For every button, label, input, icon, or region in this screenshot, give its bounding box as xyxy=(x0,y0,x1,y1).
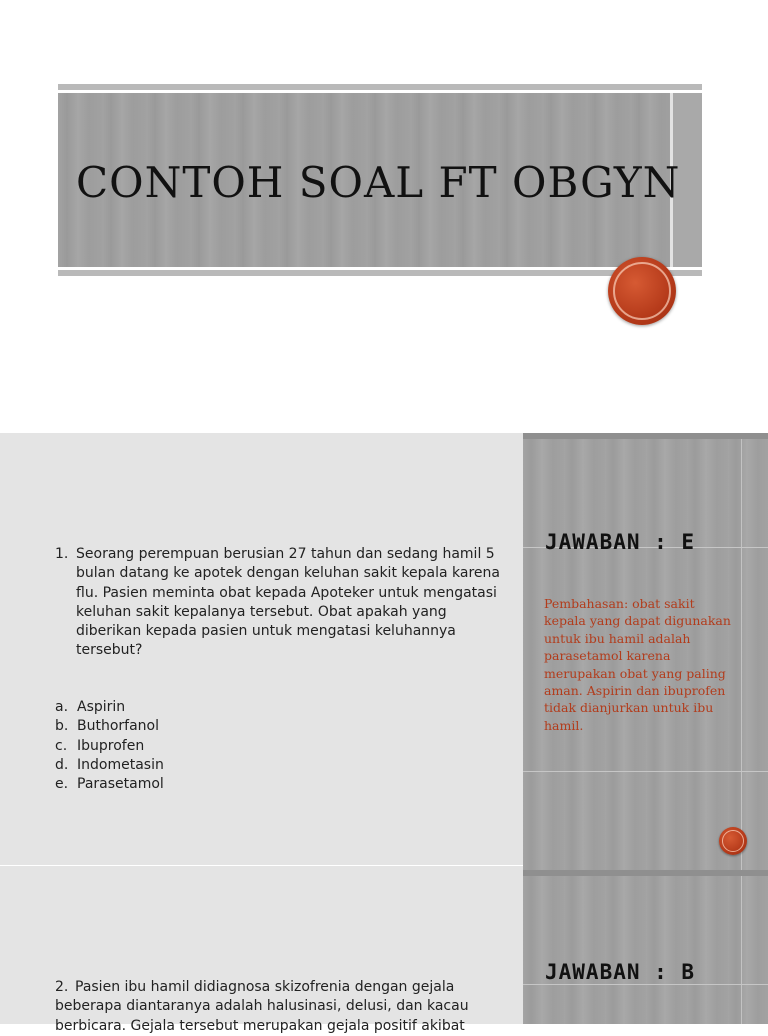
answer-explanation: Pembahasan: obat sakit kepala yang dapat digunakan untuk ibu hamil adalah parasetamol karena merupakan obat yang paling aman. Aspirin dan ibuprofen tidak dianjurkan untuk ibu hamil. xyxy=(544,596,731,733)
answer-panel xyxy=(523,870,768,1024)
answer-label: JAWABAN : E xyxy=(545,530,696,554)
decorative-circle-icon xyxy=(719,827,747,855)
slide-title: CONTOH SOAL FT OBGYN xyxy=(76,158,681,207)
option-d: d. Indometasin xyxy=(55,756,164,773)
option-e: e. Parasetamol xyxy=(55,776,164,793)
answer-label: JAWABAN : B xyxy=(545,960,696,984)
option-b: b. Buthorfanol xyxy=(55,718,159,735)
answer-panel xyxy=(523,433,768,870)
question-panel xyxy=(0,866,523,1034)
option-c: c. Ibuprofen xyxy=(55,737,145,754)
title-banner xyxy=(58,84,702,276)
question-text: Seorang perempuan berusian 27 tahun dan sedang hamil 5 bulan datang ke apotek dengan keluhan sakit kepala karena flu. Pasien meminta obat kepada Apoteker untuk mengatasi keluhan sakit kepalanya tersebut. Obat apakah yang diberikan kepada pasien untuk mengatasi keluhannya tersebut? xyxy=(76,546,500,659)
question-number: 1. xyxy=(55,546,69,562)
option-a: a. Aspirin xyxy=(55,699,126,715)
question-text: Pasien ibu hamil didiagnosa skizofrenia dengan gejala beberapa diantaranya adalah halusinasi, delusi, dan kacau berbicara. Gejala tersebut merupakan gejala positif akibat xyxy=(55,979,469,1034)
title-slide xyxy=(0,0,768,433)
answer-options xyxy=(55,698,164,794)
question-panel xyxy=(0,433,523,865)
question-number: 2. xyxy=(55,979,69,995)
decorative-circle-icon xyxy=(608,257,676,325)
